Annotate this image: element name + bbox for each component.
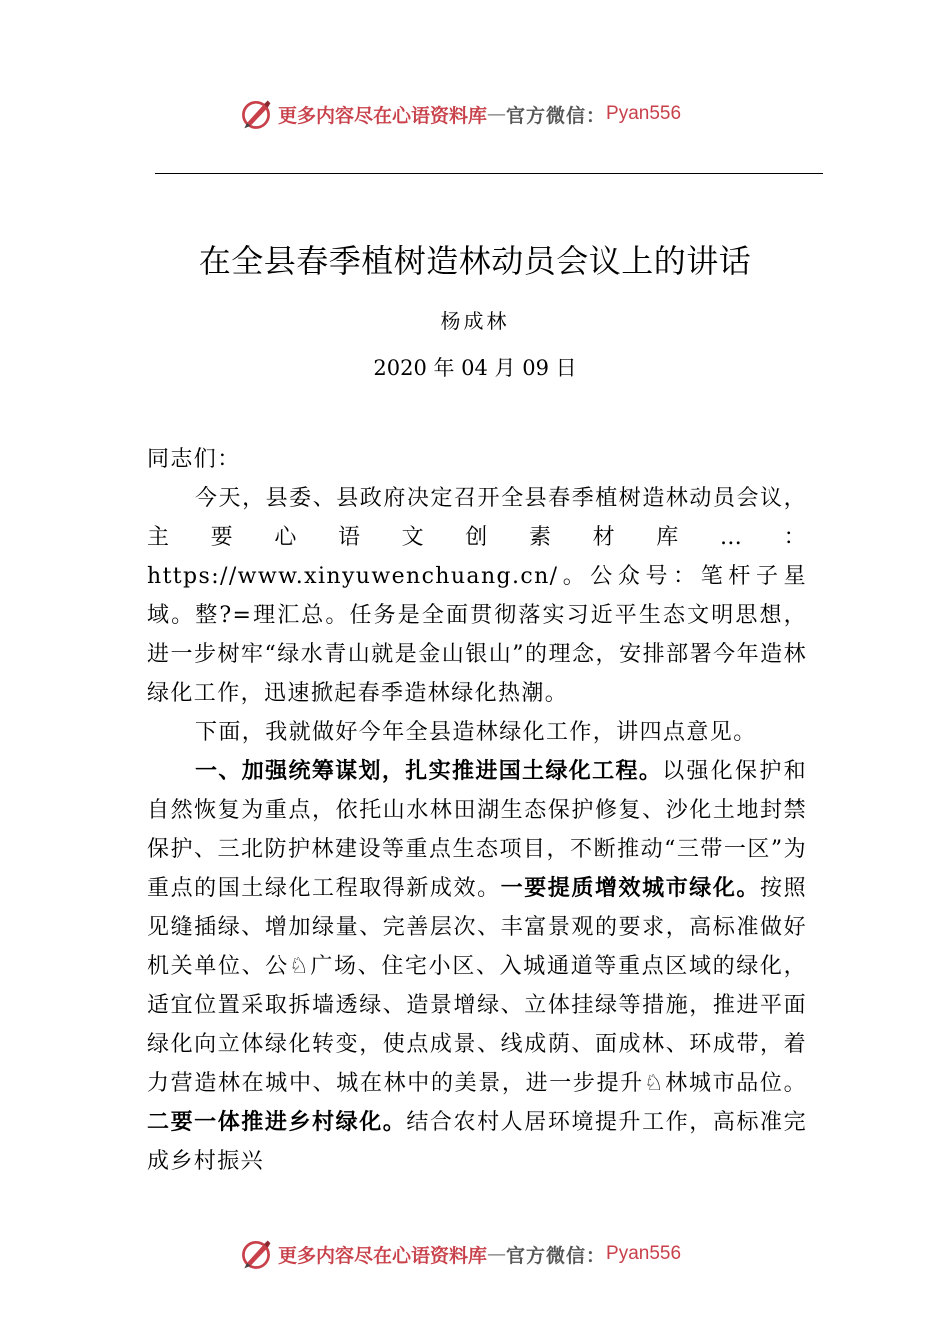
- section-heading-1: 一、加强统筹谋划，扎实推进国土绿化工程。: [195, 759, 663, 784]
- sub-point-2: 二要一体推进乡村绿化。: [147, 1109, 407, 1135]
- paragraph-1: 今天，县委、县政府决定召开全县春季植树造林动员会议，主要心语文创素材库…：https://www.xinyuwenchuang.cn/。公众号：笔杆子星域。整?=理汇总。任务是全面贯彻落实习近平生态文明思想，进一步树牢“绿水青山就是金山银山”的理念，安排部署今年造林绿化工作，迅速掀起春季造林绿化热潮。: [147, 486, 807, 706]
- header-watermark: [238, 94, 681, 134]
- document-author: 杨成林: [440, 309, 510, 333]
- paragraph-3-text-2: 按照见缝插绿、增加绿量、完善层次、丰富景观的要求，高标准做好机关单位、公♘广场、住宅小区、入城通道等重点区域的绿化，适宜位置采取拆墙透绿、造景增绿、立体挂绿等措施，推进平面绿化向立体绿化转变，使点成景、线成荫、面成林、环成带，着力营造林在城中、城在林中的美景，进一步提升♘林城市品位。: [147, 876, 807, 1096]
- pen-logo-icon: [238, 1236, 274, 1272]
- paragraph-3-text-3: 结合农村人居环境提升工作，高标准完成乡村振兴: [147, 1110, 807, 1174]
- paragraph-3: [147, 752, 807, 1181]
- footer-separator: —: [487, 1243, 507, 1265]
- header-wechat-label: 官方微信：: [506, 104, 607, 127]
- header-site-text: 更多内容尽在心语资料库: [278, 104, 488, 127]
- document-date: 2020 年 04 月 09 日: [373, 356, 577, 380]
- footer-wechat-id: Pyan556: [606, 1243, 682, 1264]
- header-wechat-id: Pyan556: [606, 103, 682, 124]
- footer-watermark: [238, 1234, 681, 1274]
- pen-logo-icon: [238, 96, 274, 132]
- header-rule: [155, 173, 823, 174]
- paragraph-3-text-1: 以强化保护和自然恢复为重点，依托山水林田湖生态保护修复、沙化土地封禁保护、三北防护林建设等重点生态项目，不断推动“三带一区”为重点的国土绿化工程取得新成效。: [147, 759, 807, 901]
- paragraph-2: 下面，我就做好今年全县造林绿化工作，讲四点意见。: [195, 720, 757, 745]
- sub-point-1: 一要提质增效城市绿化。: [500, 875, 760, 901]
- salutation: 同志们：: [147, 447, 241, 472]
- footer-wechat-label: 官方微信：: [506, 1244, 607, 1267]
- document-title: 在全县春季植树造林动员会议上的讲话: [198, 242, 752, 280]
- document-body: [147, 440, 807, 1181]
- footer-site-text: 更多内容尽在心语资料库: [278, 1244, 488, 1267]
- header-separator: —: [487, 103, 507, 125]
